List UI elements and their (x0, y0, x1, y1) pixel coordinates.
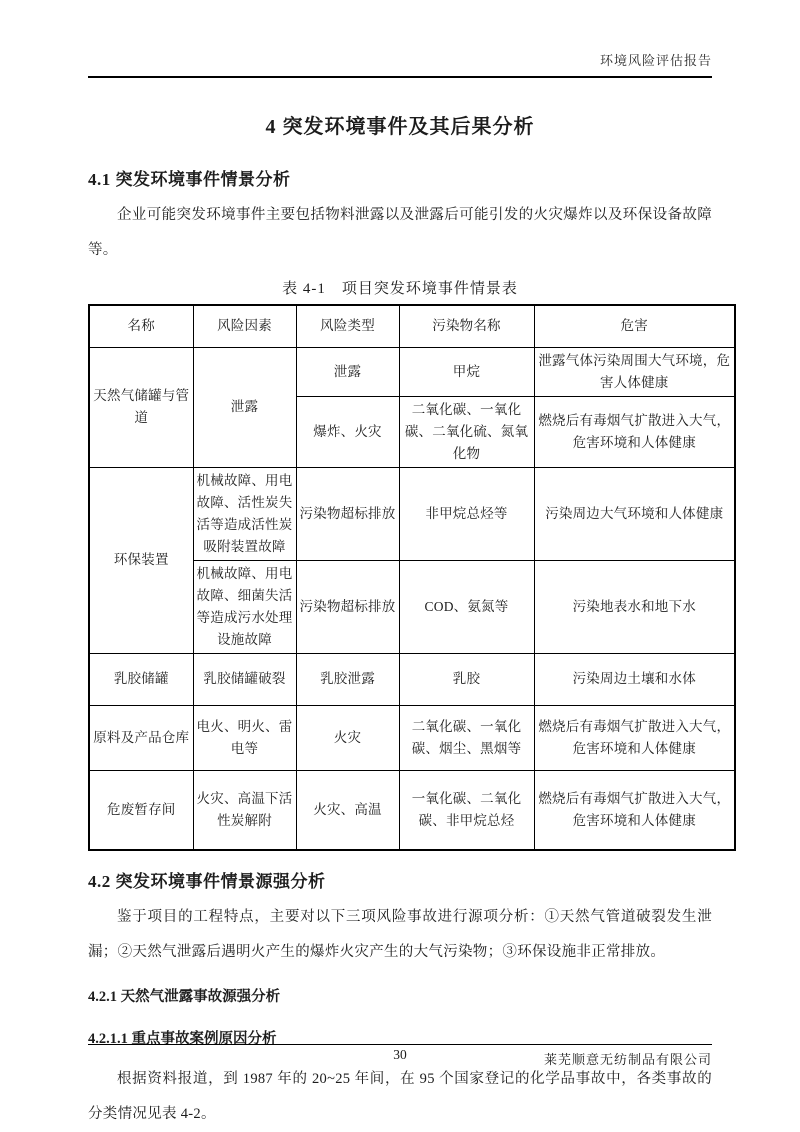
cell-r4-pollutant: 二氧化碳、一氧化碳、烟尘、黑烟等 (399, 705, 534, 770)
page-number: 30 (393, 1047, 407, 1062)
section-4-1-heading: 4.1 突发环境事件情景分析 (88, 170, 291, 189)
cell-r2b-factor: 机械故障、用电故障、细菌失活等造成污水处理设施故障 (193, 560, 296, 653)
col-header-risk-type: 风险类型 (296, 305, 399, 347)
cell-r3-factor: 乳胶储罐破裂 (193, 653, 296, 705)
table-row (89, 467, 735, 560)
table-header-row (89, 305, 735, 347)
section-4-1-paragraph: 企业可能突发环境事件主要包括物料泄露以及泄露后可能引发的火灾爆炸以及环保设备故障等。 (88, 207, 712, 258)
cell-r4-factor: 电火、明火、雷电等 (193, 705, 296, 770)
chapter-title: 4 突发环境事件及其后果分析 (265, 116, 535, 138)
footer-company-name: 莱芜顺意无纺制品有限公司 (543, 1052, 712, 1067)
section-4-2-1-1-paragraph: 根据资料报道，到 1987 年的 20~25 年间，在 95 个国家登记的化学品事故中，各类事故的分类情况见表 4-2。 (88, 1071, 712, 1122)
cell-r1-name: 天然气储罐与管道 (89, 347, 193, 467)
section-4-2-1-1-heading: 4.2.1.1 重点事故案例原因分析 (88, 1031, 277, 1047)
col-header-pollutant: 污染物名称 (399, 305, 534, 347)
cell-r1a-hazard: 泄露气体污染周围大气环境，危害人体健康 (534, 347, 735, 396)
cell-r5-factor: 火灾、高温下活性炭解附 (193, 770, 296, 850)
col-header-hazard: 危害 (534, 305, 735, 347)
col-header-name: 名称 (89, 305, 193, 347)
section-4-2-1-heading: 4.2.1 天然气泄露事故源强分析 (88, 989, 281, 1005)
cell-r5-type: 火灾、高温 (296, 770, 399, 850)
cell-r5-pollutant: 一氧化碳、二氧化碳、非甲烷总烃 (399, 770, 534, 850)
cell-r2b-pollutant: COD、氨氮等 (399, 560, 534, 653)
cell-r4-hazard: 燃烧后有毒烟气扩散进入大气，危害环境和人体健康 (534, 705, 735, 770)
cell-r4-name: 原料及产品仓库 (89, 705, 193, 770)
running-header-text: 环境风险评估报告 (599, 53, 712, 68)
cell-r3-name: 乳胶储罐 (89, 653, 193, 705)
cell-r5-name: 危废暂存间 (89, 770, 193, 850)
cell-r1a-type: 泄露 (296, 347, 399, 396)
cell-r2a-type: 污染物超标排放 (296, 467, 399, 560)
cell-r1b-type: 爆炸、火灾 (296, 396, 399, 467)
table-row (89, 770, 735, 850)
cell-r2a-factor: 机械故障、用电故障、活性炭失活等造成活性炭吸附装置故障 (193, 467, 296, 560)
page-footer (88, 1044, 712, 1070)
table-row (89, 347, 735, 396)
running-header (88, 0, 712, 78)
table-row (89, 653, 735, 705)
cell-r4-type: 火灾 (296, 705, 399, 770)
table-row (89, 705, 735, 770)
cell-r2a-hazard: 污染周边大气环境和人体健康 (534, 467, 735, 560)
cell-r1b-pollutant: 二氧化碳、一氧化碳、二氧化硫、氮氧化物 (399, 396, 534, 467)
cell-r1a-pollutant: 甲烷 (399, 347, 534, 396)
cell-r3-pollutant: 乳胶 (399, 653, 534, 705)
cell-r3-type: 乳胶泄露 (296, 653, 399, 705)
cell-r1-factor: 泄露 (193, 347, 296, 467)
table-4-1-caption: 表 4-1 项目突发环境事件情景表 (282, 281, 518, 297)
col-header-risk-factor: 风险因素 (193, 305, 296, 347)
cell-r2-name: 环保装置 (89, 467, 193, 653)
cell-r1b-hazard: 燃烧后有毒烟气扩散进入大气，危害环境和人体健康 (534, 396, 735, 467)
section-4-2-paragraph: 鉴于项目的工程特点，主要对以下三项风险事故进行源项分析：①天然气管道破裂发生泄漏；②天然气泄露后遇明火产生的爆炸火灾产生的大气污染物；③环保设施非正常排放。 (88, 909, 712, 960)
cell-r2b-type: 污染物超标排放 (296, 560, 399, 653)
section-4-2-heading: 4.2 突发环境事件情景源强分析 (88, 872, 326, 891)
cell-r2b-hazard: 污染地表水和地下水 (534, 560, 735, 653)
cell-r5-hazard: 燃烧后有毒烟气扩散进入大气，危害环境和人体健康 (534, 770, 735, 850)
cell-r2a-pollutant: 非甲烷总烃等 (399, 467, 534, 560)
incident-scenario-table (88, 304, 736, 851)
cell-r3-hazard: 污染周边土壤和水体 (534, 653, 735, 705)
page-content (0, 110, 800, 1132)
